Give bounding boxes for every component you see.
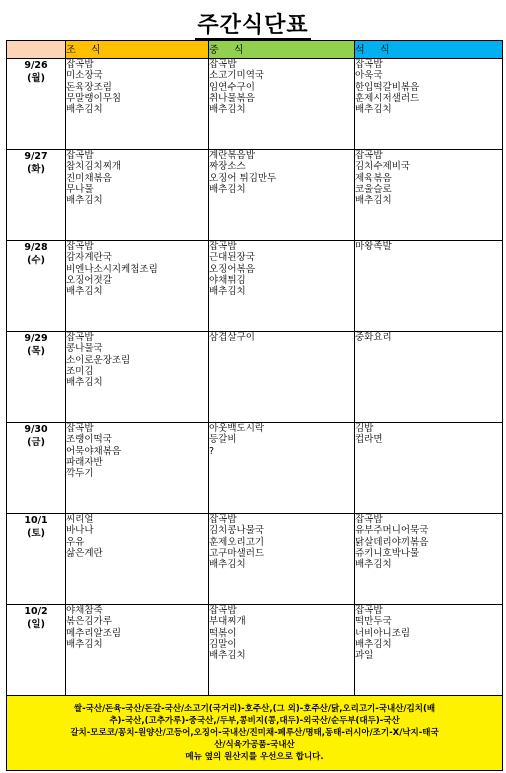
origin-footer: [7, 696, 503, 771]
menu-item: 메추리알조림: [66, 627, 122, 639]
menu-item: 잡곡밥: [209, 514, 237, 525]
menu-day-row: [7, 605, 503, 696]
menu-item: 김말이: [209, 638, 237, 650]
menu-item: 오징어 튀김만두: [209, 172, 277, 184]
menu-day-row: [7, 423, 503, 514]
menu-item: 임연수구이: [209, 81, 255, 93]
menu-item: 계란볶음밥: [209, 150, 255, 161]
menu-item: 제육볶음: [355, 172, 392, 184]
origin-line: 산/식육가공품-국내산: [214, 740, 295, 750]
lunch-cell: [209, 514, 355, 605]
menu-day-row: [7, 241, 503, 332]
menu-item: 부대찌개: [209, 616, 246, 628]
lunch-cell: [209, 150, 355, 241]
menu-item: 마왕족발: [355, 241, 392, 252]
origin-line: 추)-국산,(고추가루)-중국산,/두부,콩비지(콩,대두)-외국산/순두부(대두)-국산: [109, 716, 400, 726]
dinner-cell: [355, 605, 503, 696]
menu-item: 쥬키니호박나물: [355, 547, 420, 559]
lunch-cell: [209, 332, 355, 423]
menu-item: 조미김: [66, 365, 94, 377]
day-date-cell: [7, 605, 66, 696]
header-row: [7, 41, 503, 59]
menu-item: 잡곡밥: [355, 59, 383, 70]
menu-item: 잡곡밥: [355, 514, 383, 525]
lunch-cell: [209, 423, 355, 514]
menu-item: 배추김치: [66, 195, 103, 207]
menu-item: 소이로운장조림: [66, 354, 131, 366]
day-of-week: (목): [27, 346, 45, 357]
lunch-cell: [209, 59, 355, 150]
menu-item: 배추김치: [355, 195, 392, 207]
menu-item: 유부주머니어묵국: [355, 525, 429, 537]
header-corner: [7, 41, 66, 59]
menu-item: 닭살데리야끼볶음: [355, 536, 429, 548]
menu-item: 깍두기: [66, 468, 94, 480]
menu-item: 배추김치: [209, 104, 246, 116]
menu-item: 김치수제비국: [355, 161, 411, 173]
menu-item: ?: [209, 445, 215, 457]
origin-line: 갈치-모로코/꽁치-원양산/고등어,오징어-국내산/진미채-페루산/명태,동태-러시아/조기-X/낙지-태국: [70, 728, 439, 738]
header-lunch: 중 식: [209, 41, 355, 59]
menu-item: 컵라면: [355, 434, 383, 446]
day-date-cell: [7, 514, 66, 605]
menu-item: 돈육장조림: [66, 81, 112, 93]
day-date: 9/29: [24, 333, 48, 344]
day-date-cell: [7, 423, 66, 514]
menu-item: 미소장국: [66, 70, 103, 82]
menu-item: 잡곡밥: [66, 423, 94, 434]
day-date: 10/1: [24, 515, 48, 526]
menu-item: 코울슬로: [355, 183, 392, 195]
menu-item: 잡곡밥: [66, 59, 94, 70]
menu-item: 잡곡밥: [355, 150, 383, 161]
menu-item: 한입떡갈비볶음: [355, 81, 420, 93]
menu-item: 배추김치: [355, 638, 392, 650]
origin-line: 쌀-국산/돈육-국산/돈갈-국산/소고기(국거리)-호주산,(그 외)-호주산/닭,오리고기-국내산/김치(배: [73, 704, 436, 714]
menu-item: 감자계란국: [66, 252, 112, 264]
menu-item: 우유: [66, 536, 85, 548]
day-date: 9/26: [24, 60, 48, 71]
menu-item: 등갈비: [209, 434, 237, 446]
header-breakfast: 조 식: [66, 41, 209, 59]
menu-item: 무말랭이무침: [66, 92, 122, 104]
menu-item: 잡곡밥: [209, 241, 237, 252]
breakfast-cell: [66, 423, 209, 514]
menu-item: 너비아니조림: [355, 627, 411, 639]
menu-item: 떡볶이: [209, 627, 237, 639]
dinner-cell: [355, 423, 503, 514]
menu-item: 배추김치: [209, 183, 246, 195]
menu-item: 잡곡밥: [209, 605, 237, 616]
menu-item: 삼겹살구이: [209, 332, 255, 343]
breakfast-cell: [66, 150, 209, 241]
day-date-cell: [7, 241, 66, 332]
day-date: 10/2: [24, 606, 48, 617]
menu-item: 삶은계란: [66, 547, 103, 559]
day-of-week: (화): [27, 164, 45, 175]
day-date: 9/30: [24, 424, 48, 435]
menu-day-row: [7, 150, 503, 241]
menu-day-row: [7, 514, 503, 605]
menu-item: 떡만두국: [355, 616, 392, 628]
lunch-cell: [209, 241, 355, 332]
dinner-cell: [355, 332, 503, 423]
menu-item: 비엔나소시지케첩조림: [66, 263, 158, 275]
menu-item: 과일: [355, 650, 374, 662]
day-of-week: (일): [27, 619, 45, 630]
header-dinner: 석 식: [355, 41, 503, 59]
menu-item: 진미채볶음: [66, 172, 112, 184]
menu-item: 배추김치: [209, 286, 246, 298]
menu-item: 잡곡밥: [355, 605, 383, 616]
menu-item: 잡곡밥: [66, 241, 94, 252]
menu-item: 배추김치: [66, 286, 103, 298]
menu-item: 아웃백도시락: [209, 423, 265, 434]
menu-item: 잡곡밥: [209, 59, 237, 70]
menu-item: 짜장소스: [209, 161, 246, 173]
menu-item: 야채참죽: [66, 605, 103, 616]
menu-item: 배추김치: [209, 650, 246, 662]
menu-item: 오징어볶음: [209, 263, 255, 275]
menu-item: 고구마샐러드: [209, 547, 265, 559]
dinner-cell: [355, 514, 503, 605]
menu-item: 어묵야채볶음: [66, 445, 122, 457]
menu-item: 볶은김가루: [66, 616, 112, 628]
day-date: 9/28: [24, 242, 48, 253]
breakfast-cell: [66, 332, 209, 423]
menu-item: 훈제시저샐러드: [355, 92, 420, 104]
menu-item: 배추김치: [355, 104, 392, 116]
menu-item: 파래자반: [66, 456, 103, 468]
menu-day-row: [7, 332, 503, 423]
menu-day-row: [7, 59, 503, 150]
menu-item: 야채튀김: [209, 274, 246, 286]
day-of-week: (수): [27, 255, 45, 266]
day-date-cell: [7, 59, 66, 150]
menu-item: 배추김치: [66, 638, 103, 650]
menu-item: 배추김치: [66, 104, 103, 116]
weekly-menu-table: [6, 40, 503, 771]
menu-item: 소고기미역국: [209, 70, 265, 82]
day-of-week: (금): [27, 437, 45, 448]
menu-item: 배추김치: [355, 559, 392, 571]
menu-item: 중화요리: [355, 332, 392, 343]
menu-item: 김치콩나물국: [209, 525, 265, 537]
menu-item: 훈제오리고기: [209, 536, 265, 548]
menu-item: 오징어젓갈: [66, 274, 112, 286]
dinner-cell: [355, 241, 503, 332]
menu-item: 바나나: [66, 525, 94, 537]
breakfast-cell: [66, 605, 209, 696]
menu-item: 잡곡밥: [66, 332, 94, 343]
day-date-cell: [7, 150, 66, 241]
lunch-cell: [209, 605, 355, 696]
menu-item: 배추김치: [209, 559, 246, 571]
dinner-cell: [355, 59, 503, 150]
origin-notice: [7, 696, 503, 771]
menu-item: 무나물: [66, 183, 94, 195]
menu-item: 취나물볶음: [209, 92, 255, 104]
menu-item: 배추김치: [66, 377, 103, 389]
menu-item: 참치김치찌개: [66, 161, 122, 173]
menu-item: 콩나물국: [66, 343, 103, 355]
breakfast-cell: [66, 514, 209, 605]
breakfast-cell: [66, 59, 209, 150]
menu-item: 잡곡밥: [66, 150, 94, 161]
day-date-cell: [7, 332, 66, 423]
menu-item: 근대된장국: [209, 252, 255, 264]
day-date: 9/27: [24, 151, 48, 162]
day-of-week: (토): [27, 528, 45, 539]
page-title: 주간식단표: [197, 13, 309, 38]
menu-item: 아욱국: [355, 70, 383, 82]
menu-item: 조랭이떡국: [66, 434, 112, 446]
breakfast-cell: [66, 241, 209, 332]
menu-item: 김밥: [355, 423, 374, 434]
menu-item: 씨리얼: [66, 514, 94, 525]
day-of-week: (월): [27, 73, 45, 84]
dinner-cell: [355, 150, 503, 241]
origin-priority-note: 메뉴 옆의 원산지를 우선으로 합니다.: [185, 752, 324, 762]
